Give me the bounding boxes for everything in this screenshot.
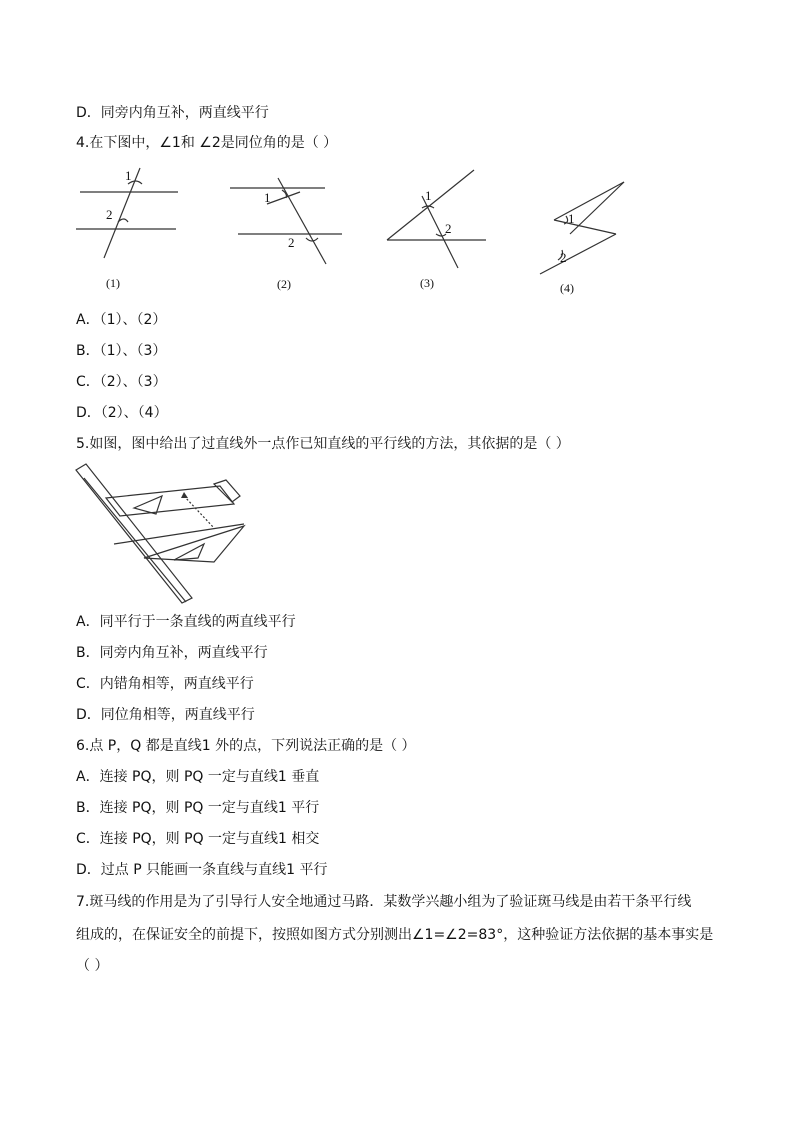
q4-fig2-angle-2: 2 bbox=[288, 235, 295, 250]
q4-figure-4 bbox=[540, 182, 624, 274]
q4-fig1-angle-2: 2 bbox=[106, 207, 113, 222]
set-square-upper bbox=[106, 486, 234, 516]
q4-fig1-label: (1) bbox=[106, 276, 120, 290]
ruler bbox=[76, 464, 192, 603]
q6-option-b: B．连接 PQ，则 PQ 一定与直线1 平行 bbox=[76, 800, 320, 816]
q7-stem-line-1: 7.斑马线的作用是为了引导行人安全地通过马路．某数学兴趣小组为了验证斑马线是由若干条平行线 bbox=[76, 894, 692, 910]
q4-option-b: B．（1）、（3） bbox=[76, 343, 167, 359]
q4-option-a: A．（1）、（2） bbox=[76, 312, 167, 328]
q4-fig3-angle-2: 2 bbox=[445, 221, 452, 236]
q4-stem: 4.在下图中，∠1和 ∠2是同位角的是（ ） bbox=[76, 135, 338, 151]
q4-figures bbox=[70, 158, 650, 300]
q5-figure bbox=[74, 462, 250, 604]
q4-fig1-angle-1: 1 bbox=[125, 168, 132, 183]
q5-stem: 5.如图，图中给出了过直线外一点作已知直线的平行线的方法，其依据的是（ ） bbox=[76, 436, 570, 452]
q4-fig2-label: (2) bbox=[277, 277, 291, 291]
q5-option-c: C．内错角相等，两直线平行 bbox=[76, 676, 254, 692]
q4-fig4-angle-1: 1 bbox=[568, 211, 575, 226]
q4-fig4-angle-2: 2 bbox=[560, 250, 567, 265]
q5-option-d: D．同位角相等，两直线平行 bbox=[76, 707, 255, 723]
q6-option-d: D．过点 P 只能画一条直线与直线1 平行 bbox=[76, 862, 328, 878]
q6-option-a: A．连接 PQ，则 PQ 一定与直线1 垂直 bbox=[76, 769, 320, 785]
q7-stem-line-2: 组成的，在保证安全的前提下，按照如图方式分别测出∠1=∠2=83°，这种验证方法依据的基本事实是 bbox=[76, 927, 714, 943]
q6-option-c: C．连接 PQ，则 PQ 一定与直线1 相交 bbox=[76, 831, 320, 847]
q5-option-b: B．同旁内角互补，两直线平行 bbox=[76, 645, 268, 661]
q4-fig2-angle-1: 1 bbox=[264, 190, 271, 205]
q5-option-a: A．同平行于一条直线的两直线平行 bbox=[76, 614, 296, 630]
q4-option-d: D．（2）、（4） bbox=[76, 405, 168, 421]
q4-fig3-angle-1: 1 bbox=[425, 188, 432, 203]
q4-figure-3 bbox=[387, 170, 486, 268]
prev-q3-option-d: D．同旁内角互补，两直线平行 bbox=[76, 105, 269, 121]
q4-fig3-label: (3) bbox=[420, 276, 434, 290]
q4-fig4-label: (4) bbox=[560, 281, 574, 295]
q6-stem: 6.点 P，Q 都是直线1 外的点，下列说法正确的是（ ） bbox=[76, 738, 416, 754]
q4-option-c: C．（2）、（3） bbox=[76, 374, 167, 390]
q4-figure-2 bbox=[230, 178, 342, 264]
q7-stem-line-3: （ ） bbox=[76, 958, 109, 974]
